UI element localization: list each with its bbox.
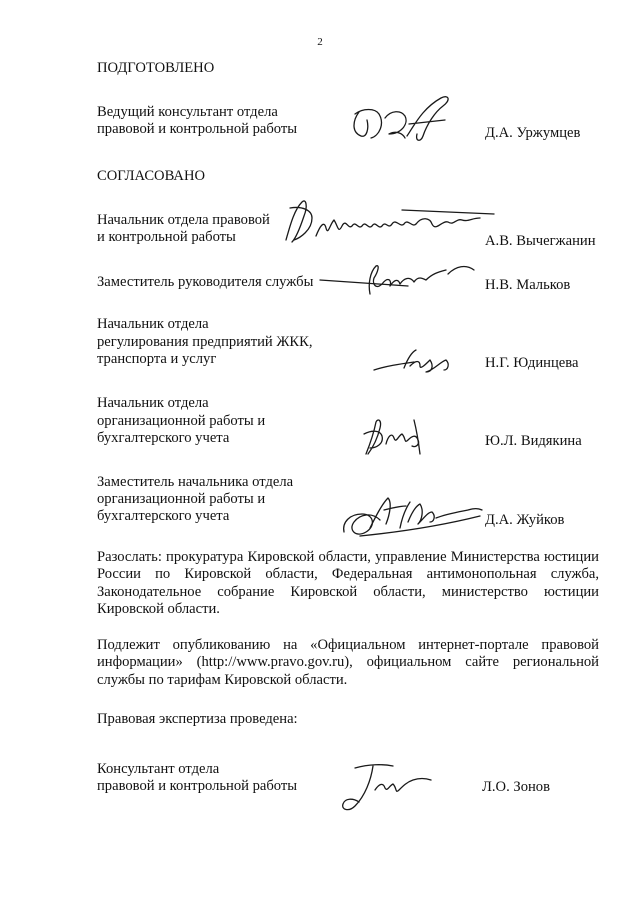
- position-line: транспорта и услуг: [97, 351, 217, 367]
- position-line: регулирования предприятий ЖКК,: [97, 334, 313, 350]
- agreed-heading: СОГЛАСОВАНО: [97, 168, 206, 184]
- signatory-name: Н.Г. Юдинцева: [485, 355, 579, 371]
- position-line: организационной работы и: [97, 413, 266, 429]
- signature-yudintseva: [370, 344, 460, 376]
- signature-malkov: [318, 256, 478, 298]
- expertise-note: Правовая экспертиза проведена:: [97, 711, 298, 727]
- signatory-name: Н.В. Мальков: [485, 277, 571, 293]
- signatory-name: Д.А. Уржумцев: [485, 125, 581, 141]
- publication-note: Подлежит опубликованию на «Официальном интернет-портале правовой информации» (http://www.pravo.gov.ru), официальном сайте региональной службы по тарифам Кировской области.: [97, 637, 599, 688]
- position-line: Начальник отдела: [97, 395, 209, 411]
- signature-vychegzhanin: [282, 196, 497, 248]
- distribution-list: Разослать: прокуратура Кировской области, управление Министерства юстиции России по Кировской области, Федеральная антимонопольная служба, Законодательное собрание Кировской области, министерство юстиции Кировской области.: [97, 549, 599, 618]
- signatory-name: Д.А. Жуйков: [485, 512, 565, 528]
- position-line: организационной работы и: [97, 491, 266, 507]
- position-line: Начальник отдела: [97, 316, 209, 332]
- signature-zonov: [335, 760, 435, 816]
- signature-urzhumtsev: [345, 90, 455, 145]
- page-number: 2: [317, 36, 323, 48]
- position-line: Ведущий консультант отдела: [97, 104, 278, 120]
- position-line: Заместитель руководителя службы: [97, 274, 314, 290]
- position-line: правовой и контрольной работы: [97, 121, 298, 137]
- position-line: бухгалтерского учета: [97, 508, 230, 524]
- position-line: Консультант отдела: [97, 761, 220, 777]
- position-line: правовой и контрольной работы: [97, 778, 298, 794]
- position-line: и контрольной работы: [97, 229, 236, 245]
- signatory-name: Ю.Л. Видякина: [485, 433, 582, 449]
- prepared-heading: ПОДГОТОВЛЕНО: [97, 60, 215, 76]
- signature-zhuikov: [340, 492, 485, 540]
- position-line: Заместитель начальника отдела: [97, 474, 294, 490]
- signatory-name: Л.О. Зонов: [482, 779, 550, 795]
- signatory-name: А.В. Вычегжанин: [485, 233, 596, 249]
- signature-vidyakina: [360, 414, 430, 460]
- position-line: Начальник отдела правовой: [97, 212, 270, 228]
- position-line: бухгалтерского учета: [97, 430, 230, 446]
